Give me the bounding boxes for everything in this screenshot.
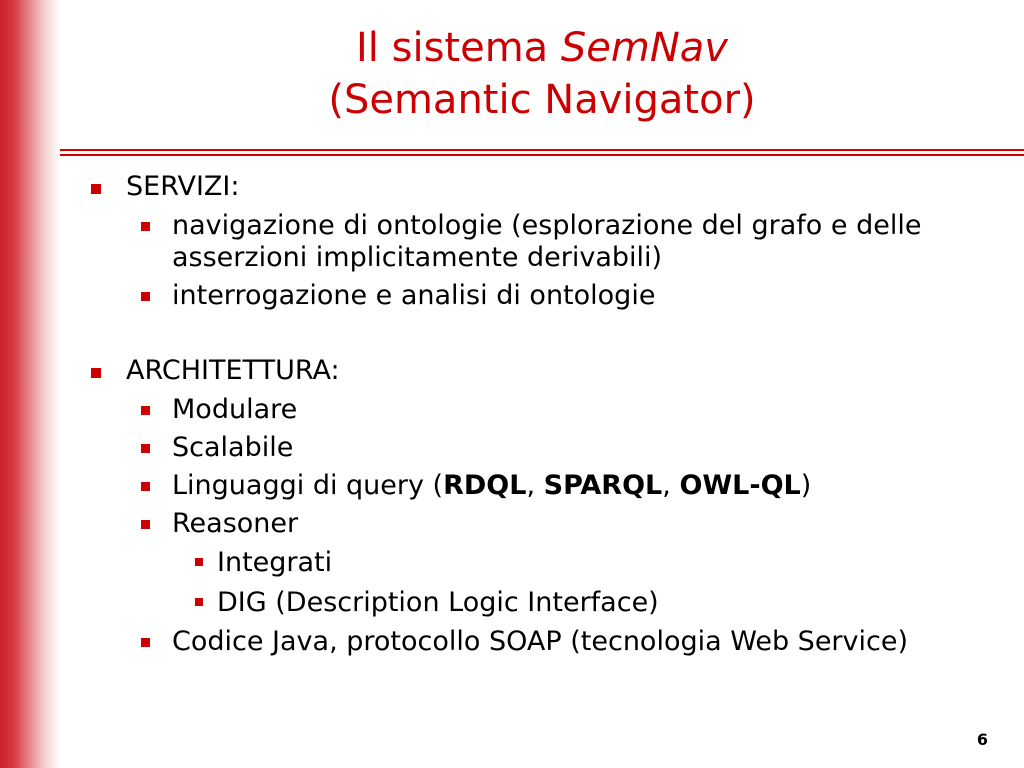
rdql-label: RDQL: [443, 470, 527, 501]
reasoner-text: Reasoner: [172, 508, 299, 539]
square-bullet-icon: [141, 482, 150, 491]
servizi-item-2: interrogazione e analisi di ontologie: [172, 280, 656, 311]
title-italic: SemNav: [560, 25, 728, 71]
separator-2: ,: [662, 470, 680, 501]
owlql-label: OWL-QL: [679, 470, 801, 501]
left-decorative-band: [0, 0, 60, 768]
title-line-2: (Semantic Navigator): [328, 77, 756, 123]
modulare-text: Modulare: [172, 394, 298, 425]
square-bullet-icon: [195, 558, 203, 566]
title-divider-bottom: [60, 154, 1024, 156]
bullet-architettura: [85, 354, 1000, 388]
bullet-modulare: [85, 394, 1000, 426]
servizi-heading: SERVIZI:: [126, 171, 240, 202]
square-bullet-icon: [141, 292, 150, 301]
square-bullet-icon: [141, 520, 150, 529]
slide-title: [60, 22, 1024, 126]
title-prefix: Il sistema: [356, 25, 561, 71]
sparql-label: SPARQL: [543, 470, 663, 501]
bullet-navigazione: [85, 210, 1000, 274]
scalabile-text: Scalabile: [172, 432, 294, 463]
bullet-scalabile: [85, 432, 1000, 464]
dig-text: DIG (Description Logic Interface): [217, 587, 659, 618]
architettura-heading: ARCHITETTURA:: [126, 355, 340, 386]
square-bullet-icon: [195, 598, 203, 606]
square-bullet-icon: [91, 184, 101, 194]
separator-1: ,: [526, 470, 544, 501]
bullet-integrati: [85, 546, 1000, 580]
square-bullet-icon: [141, 638, 150, 647]
square-bullet-icon: [141, 406, 150, 415]
square-bullet-icon: [91, 368, 101, 378]
slide-body: [85, 170, 1000, 658]
bullet-servizi: [85, 170, 1000, 204]
square-bullet-icon: [141, 222, 150, 231]
servizi-item-1: navigazione di ontologie (esplorazione del grafo e delle asserzioni implicitamente derivabili): [172, 210, 922, 273]
linguaggi-suffix: ): [800, 470, 812, 501]
linguaggi-prefix: Linguaggi di query (: [172, 470, 444, 501]
square-bullet-icon: [141, 444, 150, 453]
bullet-dig: [85, 586, 1000, 620]
bullet-reasoner: [85, 508, 1000, 540]
integrati-text: Integrati: [217, 547, 333, 578]
bullet-codice: [85, 626, 1000, 658]
codice-text: Codice Java, protocollo SOAP (tecnologia Web Service): [172, 626, 909, 657]
bullet-linguaggi: [85, 470, 1000, 502]
bullet-interrogazione: [85, 280, 1000, 312]
title-divider-top: [60, 149, 1024, 151]
title-line-1: [60, 22, 1024, 74]
page-number: 6: [976, 730, 988, 749]
